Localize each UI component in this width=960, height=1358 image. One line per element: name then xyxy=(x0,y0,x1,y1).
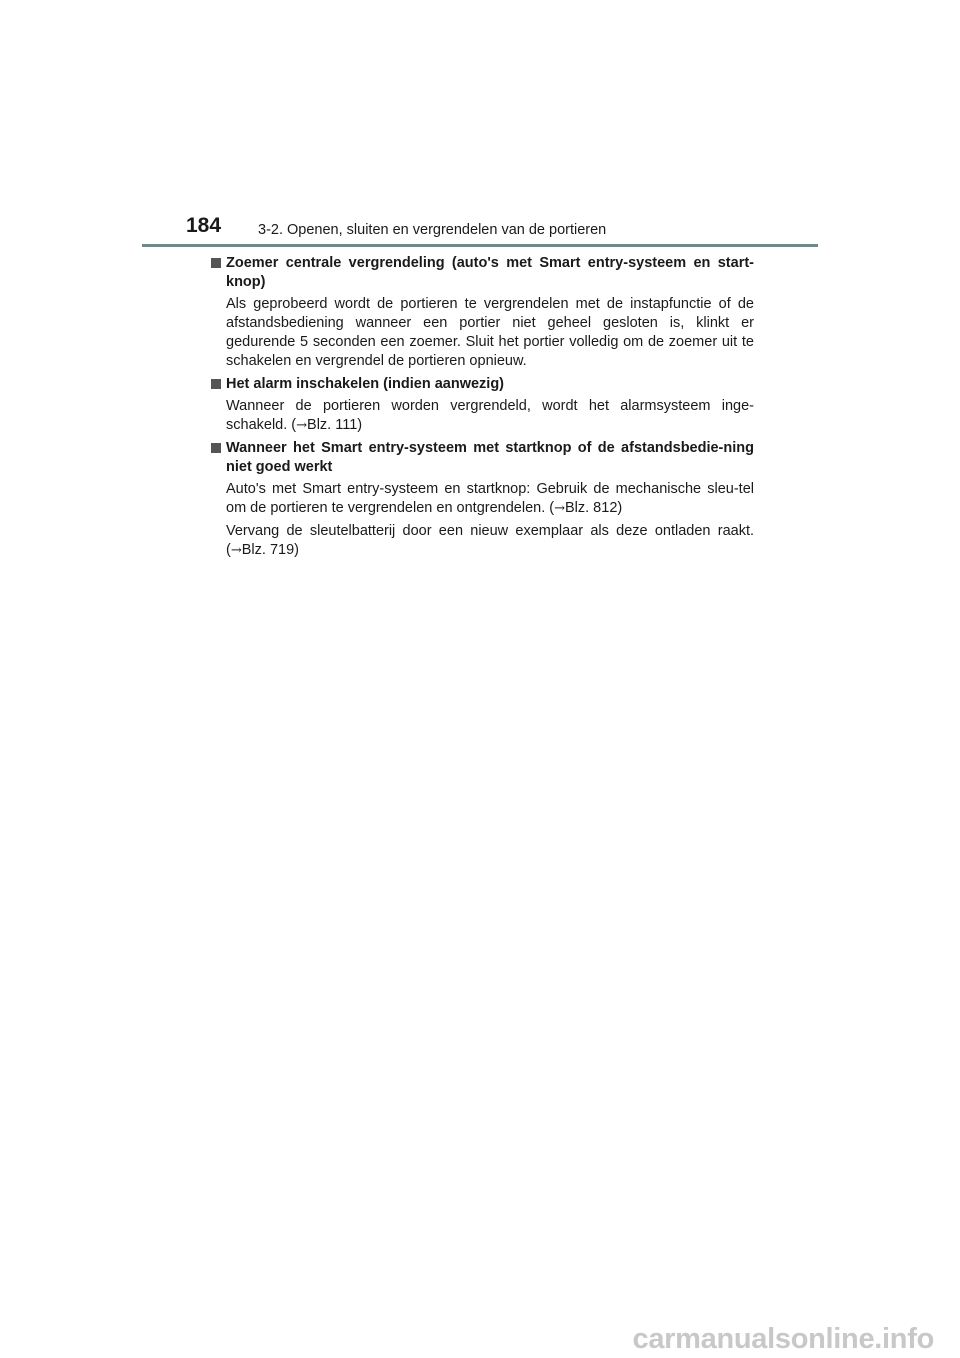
watermark-text: carmanualsonline.info xyxy=(632,1323,934,1355)
paragraph-text: Wanneer de portieren worden vergrendeld, wordt het alarmsysteem inge-schakeld. ( xyxy=(226,398,754,433)
right-arrow-icon: → xyxy=(296,418,308,433)
watermark xyxy=(0,1322,960,1358)
paragraph-text: Vervang de sleutelbatterij door een nieuw exemplaar als deze ontladen raakt. ( xyxy=(226,523,754,558)
header-divider xyxy=(142,244,818,247)
note-paragraph xyxy=(210,522,754,560)
page-reference-link[interactable]: Blz. 812) xyxy=(564,500,623,516)
note-heading-text: Het alarm inschakelen (indien aanwezig) xyxy=(226,376,504,392)
page-header xyxy=(142,214,818,246)
paragraph-text: Auto's met Smart entry-systeem en startknop: Gebruik de mechanische sleu-tel om de portieren te vergrendelen en ontgrendelen. ( xyxy=(226,481,754,516)
right-arrow-icon: → xyxy=(554,501,565,516)
note-paragraph xyxy=(210,397,754,435)
note-item-smart-entry xyxy=(210,439,754,560)
note-heading xyxy=(210,375,754,394)
page-number: 184 xyxy=(186,214,222,237)
square-bullet-icon xyxy=(211,443,221,453)
note-paragraph: Als geprobeerd wordt de portieren te vergrendelen met de instapfunctie of de afstandsbediening wanneer een portier niet geheel gesloten is, klinkt er gedurende 5 seconden een zoemer. Sluit het portier volledig om de zoemer uit te schakelen en vergrendel de portieren opnieuw. xyxy=(226,296,754,369)
page-content xyxy=(210,254,754,564)
section-title: 3-2. Openen, sluiten en vergrendelen van de portieren xyxy=(258,222,607,238)
note-paragraph xyxy=(210,480,754,518)
page-reference-link[interactable]: Blz. 111) xyxy=(307,417,363,433)
right-arrow-icon: → xyxy=(230,543,242,558)
note-heading xyxy=(210,254,754,292)
page-reference-link[interactable]: Blz. 719) xyxy=(241,542,299,558)
note-heading-text: Wanneer het Smart entry-systeem met startknop of de afstandsbedie-ning niet goed werkt xyxy=(226,440,754,475)
square-bullet-icon xyxy=(211,258,221,268)
note-heading xyxy=(210,439,754,477)
note-heading-text: Zoemer centrale vergrendeling (auto's met Smart entry-systeem en start-knop) xyxy=(226,255,754,290)
note-item-zoemer xyxy=(210,254,754,371)
square-bullet-icon xyxy=(211,379,221,389)
note-item-alarm xyxy=(210,375,754,435)
